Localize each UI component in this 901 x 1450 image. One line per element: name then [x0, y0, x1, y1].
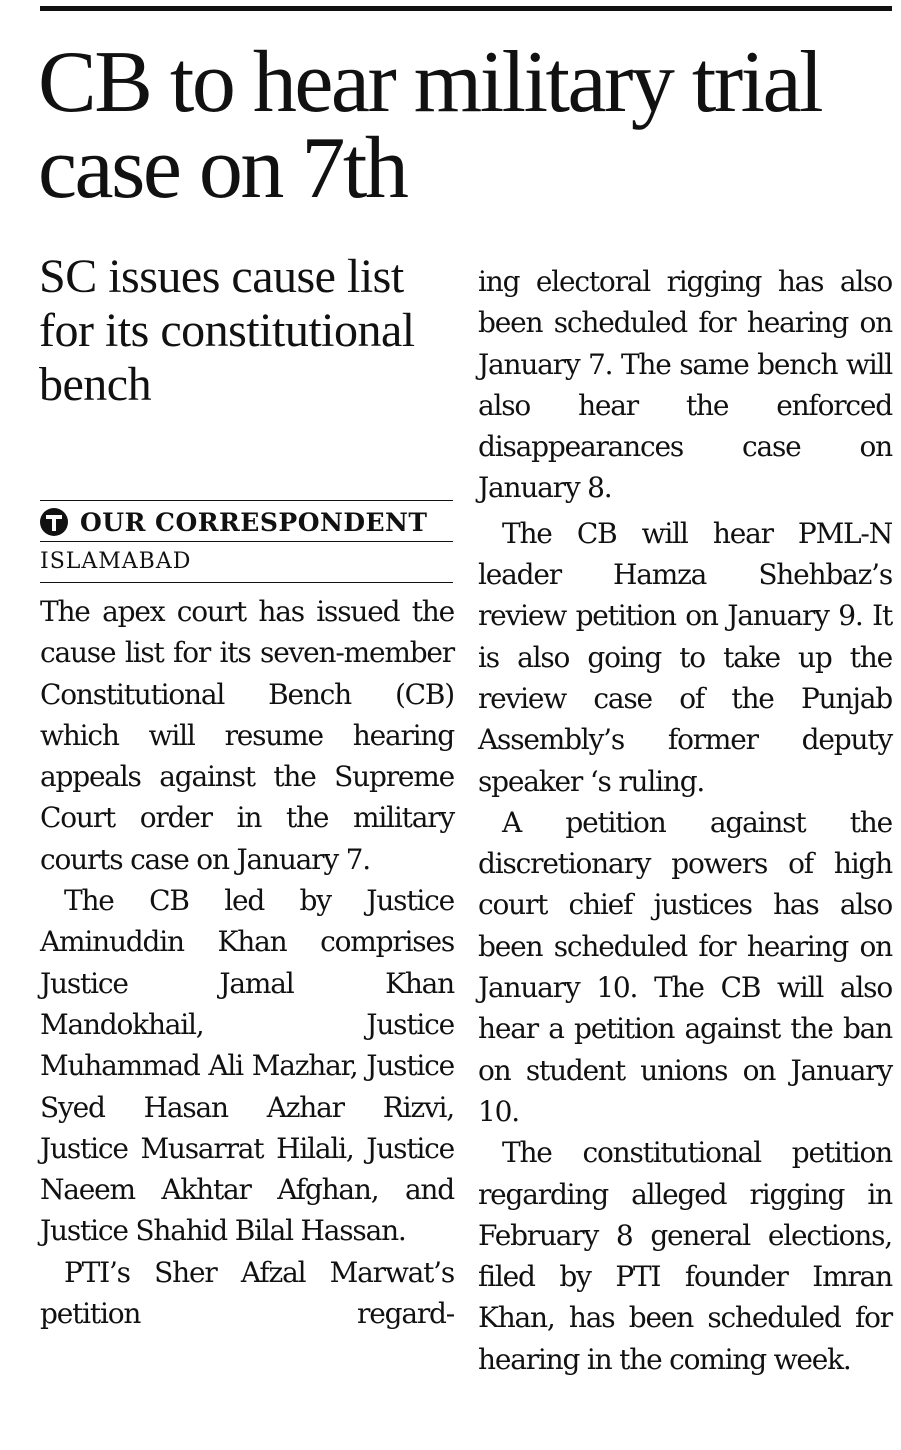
- byline-rule-bottom: [40, 582, 453, 583]
- article-paragraph: The CB led by Justice Aminuddin Khan comprises Justice Jamal Khan Mandokhail, Justice Muhammad Ali Mazhar, Justice Syed Hasan Azhar Rizvi, Justice Musarrat Hilali, Justice Naeem Akhtar Afghan, and Justice Shahid Bilal Hassan.: [40, 884, 454, 1248]
- article-paragraph: The CB will hear PML-N leader Hamza Shehbaz’s review petition on January 9. It is also going to take up the review case of the Punjab Assembly’s former deputy speaker ‘s ruling.: [478, 516, 892, 798]
- article-column-1: [40, 591, 454, 1334]
- article-paragraph: The apex court has issued the cause list for its seven-member Constitutional Bench (CB) which will resume hearing appeals against the Supreme Court order in the military courts case on January 7.: [40, 595, 454, 876]
- headline: CB to hear military trial case on 7th: [38, 34, 822, 217]
- author-name: OUR CORRESPONDENT: [80, 507, 428, 537]
- article-paragraph: A petition against the discretionary powers of high court chief justices has also been scheduled for hearing on January 10. The CB will also hear a petition against the ban on student unions on January 10.: [478, 805, 892, 1128]
- article-paragraph: The constitutional petition regarding alleged rigging in February 8 general elections, filed by PTI founder Imran Khan, has been scheduled for hearing in the coming week.: [478, 1136, 892, 1376]
- article-paragraph: ing electoral rigging has also been scheduled for hearing on January 7. The same bench will also hear the enforced disappearances case on January 8.: [478, 265, 892, 505]
- byline: [40, 505, 453, 539]
- subheadline: SC issues cause list for its constitutional bench: [39, 250, 415, 411]
- top-rule: [40, 6, 892, 11]
- byline-rule-middle: [40, 541, 453, 542]
- newspaper-logo-icon: [40, 508, 68, 536]
- article-paragraph: PTI’s Sher Afzal Marwat’s petition regard-: [40, 1255, 454, 1331]
- dateline: ISLAMABAD: [40, 549, 192, 574]
- article-column-2: [478, 261, 892, 1380]
- byline-rule-top: [40, 500, 453, 501]
